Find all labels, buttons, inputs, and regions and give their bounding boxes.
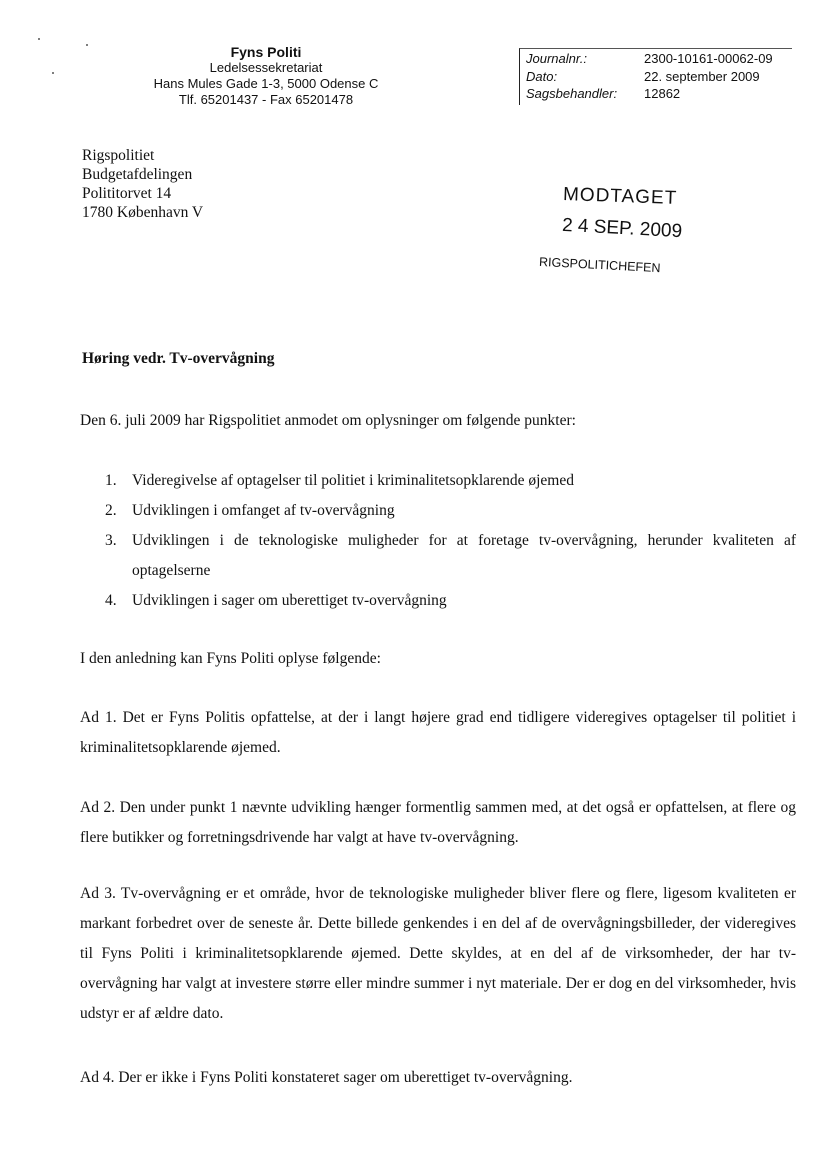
scan-speck (86, 44, 88, 46)
scan-speck (52, 72, 54, 74)
sender-contact: Tlf. 65201437 - Fax 65201478 (178, 92, 354, 107)
list-number: 1. (105, 472, 117, 489)
list-text: Udviklingen i sager om uberettiget tv-overvågning (132, 592, 447, 609)
letter-intro: Den 6. juli 2009 har Rigspolitiet anmodet om oplysninger om følgende punkter: (80, 412, 576, 429)
handler-label: Sagsbehandler: (526, 86, 618, 101)
stamp-date: 2 4 SEP. 2009 (561, 214, 683, 243)
scan-speck (38, 38, 40, 40)
journal-label: Journalnr.: (526, 51, 587, 66)
journal-value: 2300-10161-00062-09 (644, 51, 773, 66)
list-item (80, 496, 796, 526)
list-number: 4. (105, 592, 117, 609)
recipient-line: Rigspolitiet (82, 147, 155, 164)
list-number: 2. (105, 502, 117, 519)
handler-row (526, 86, 786, 102)
lead-paragraph: I den anledning kan Fyns Politi oplyse følgende: (80, 650, 381, 667)
sender-org: Fyns Politi (230, 44, 302, 60)
date-label: Dato: (526, 69, 558, 84)
recipient-line: Polititorvet 14 (82, 185, 172, 202)
case-meta (519, 48, 792, 105)
sender-block (130, 44, 402, 108)
sender-address: Hans Mules Gade 1-3, 5000 Odense C (153, 76, 379, 91)
journal-row (526, 51, 786, 67)
list-text: Udviklingen i de teknologiske muligheder for at foretage tv-overvågning, herunder kvaliteten af optagelserne (132, 532, 796, 579)
list-item (80, 586, 796, 616)
list-item (80, 466, 796, 496)
sender-department: Ledelsessekretariat (209, 60, 323, 75)
letter-heading: Høring vedr. Tv-overvågning (82, 350, 275, 367)
stamp-received: MODTAGET (562, 184, 678, 209)
recipient-address (82, 146, 203, 222)
list-text: Videregivelse af optagelser til politiet i kriminalitetsopklarende øjemed (132, 472, 574, 489)
recipient-line: 1780 København V (82, 204, 204, 221)
answer-ad1: Ad 1. Det er Fyns Politis opfattelse, at der i langt højere grad end tidligere videregives optagelser til politiet i kriminalitetsopklarende øjemed. (80, 709, 796, 756)
answer-ad4: Ad 4. Der er ikke i Fyns Politi konstateret sager om uberettiget tv-overvågning. (80, 1069, 573, 1086)
recipient-line: Budgetafdelingen (82, 166, 193, 183)
stamp-office: RIGSPOLITICHEFEN (538, 254, 661, 276)
points-list (80, 466, 796, 616)
date-row (526, 69, 786, 85)
answer-ad3: Ad 3. Tv-overvågning er et område, hvor de teknologiske muligheder bliver flere og flere, ligesom kvaliteten er markant forbedret over de seneste år. Dette billede genkendes i en del af de overvågningsbilleder, der videregives til Fyns Politi i kriminalitetsopklarende øjemed. Dette skyldes, at en del af de virksomheder, der har tv-overvågning har valgt at investere større eller mindre summer i nyt materiale. Der er dog en del virksomheder, hvis udstyr er af ældre dato. (80, 885, 796, 1022)
list-item (80, 526, 796, 586)
list-text: Udviklingen i omfanget af tv-overvågning (132, 502, 395, 519)
handler-value: 12862 (644, 86, 681, 101)
answer-ad2: Ad 2. Den under punkt 1 nævnte udvikling hænger formentlig sammen med, at det også er opfattelsen, at flere og flere butikker og forretningsdrivende har valgt at have tv-overvågning. (80, 799, 796, 846)
date-value: 22. september 2009 (644, 69, 760, 84)
list-number: 3. (105, 532, 117, 549)
